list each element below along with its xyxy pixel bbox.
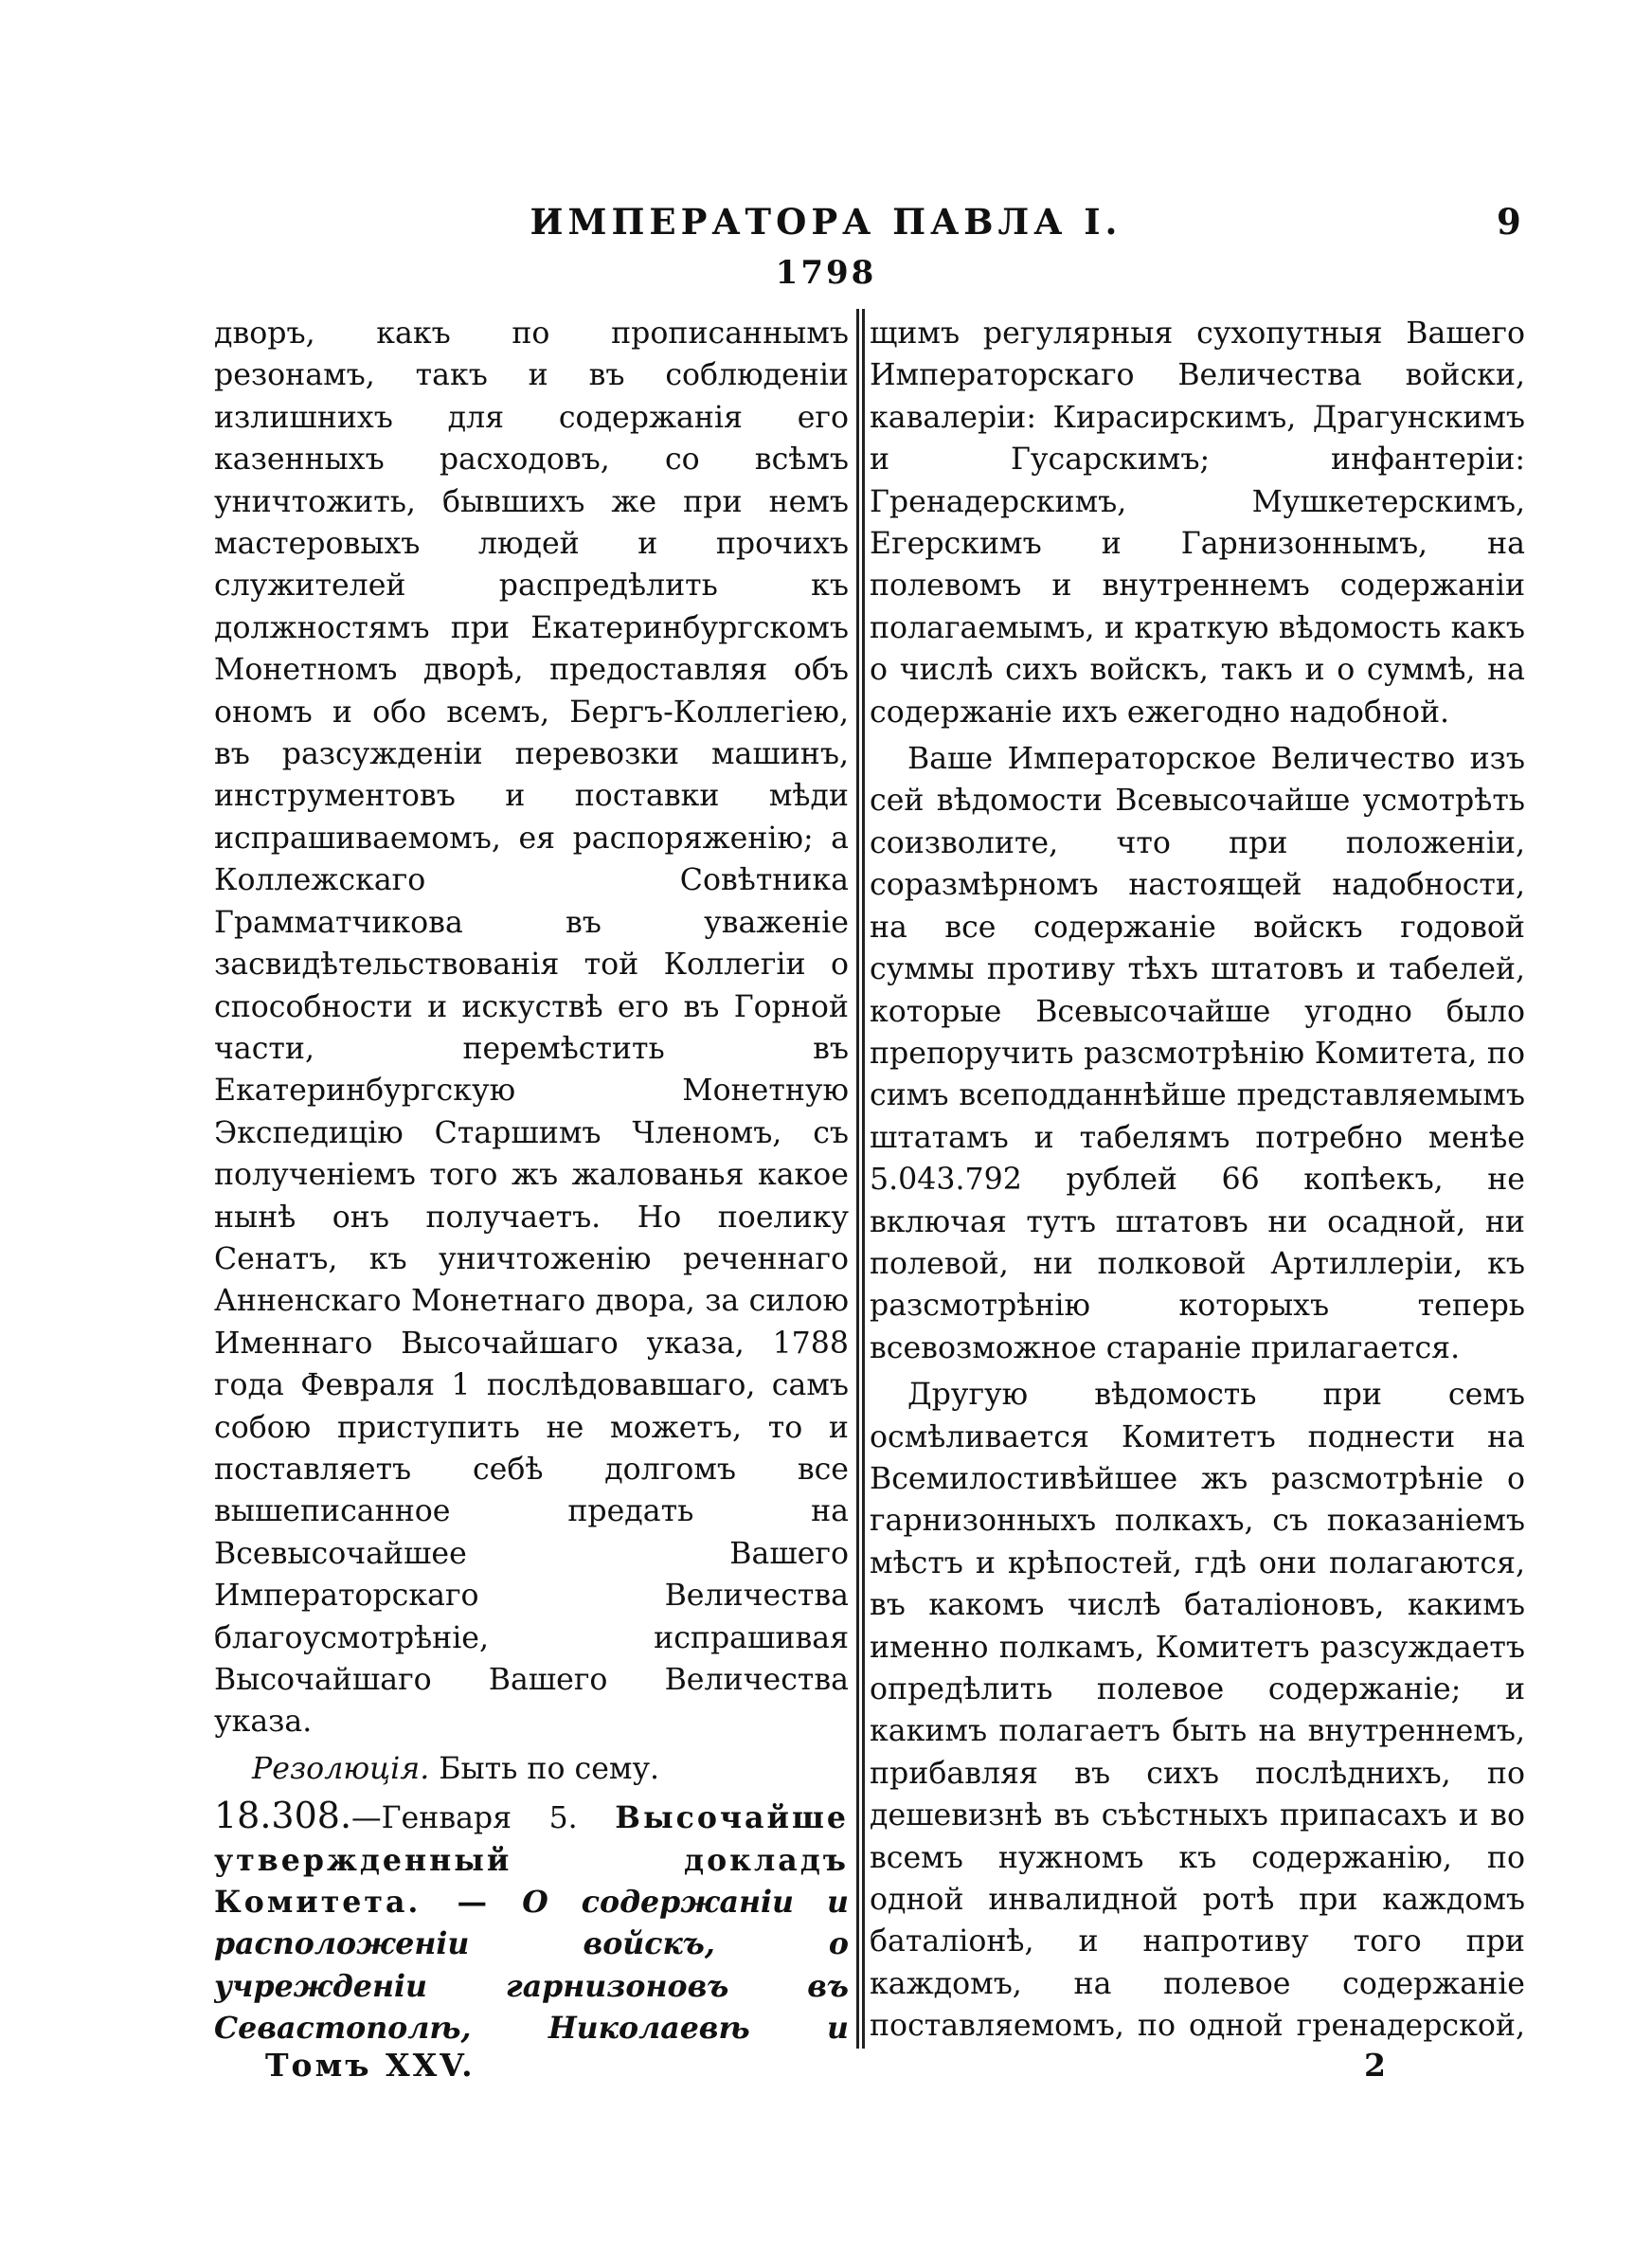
document-number: 18.308. <box>214 1795 352 1837</box>
year-heading: 1798 <box>775 254 877 292</box>
resolution <box>214 1748 849 1790</box>
right-paragraph: щимъ регулярныя сухопутныя Вашего Императорскаго Величества войски, кавалеріи: Кирасирскимъ, Драгунскимъ и Гусарскимъ; инфантеріи: Гренадерскимъ, Мушкетерскимъ, Егерскимъ и Гарнизоннымъ, на полевомъ и внутреннемъ содержаніи полагаемымъ, и краткую вѣдомость какъ о числѣ сихъ войскъ, такъ и о суммѣ, на содержаніе ихъ ежегодно надобной. <box>870 316 1525 730</box>
document-heading: Высочайше утвержденный докладъ Комитета. — <box>214 1800 849 1921</box>
left-paragraph: дворъ, какъ по прописаннымъ резонамъ, такъ и въ соблюденіи излишнихъ для содержанія его казенныхъ расходовъ, со всѣмъ уничтожить, бывшихъ же при немъ мастеровыхъ людей и прочихъ служителей распредѣлить къ должностямъ при Екатеринбургскомъ Монетномъ дворѣ, предоставляя объ ономъ и обо всемъ, Бергъ-Коллегіею, въ разсужденіи перевозки машинъ, инструментовъ и поставки мѣди испрашиваемомъ, ея распоряженію; а Коллежскаго Совѣтника Грамматчикова въ уваженіе засвидѣтельствованія той Коллегіи о способности и искуствѣ его въ Горной части, перемѣстить въ Екатеринбургскую Монетную Экспедицію Старшимъ Членомъ, съ полученіемъ того жъ жалованья какое нынѣ онъ получаетъ. Но поелику Сенатъ, къ уничтоженію реченнаго Анненскаго Монетнаго двора, за силою Именнаго Высочайшаго указа, 1788 года Февраля 1 послѣдовавшаго, самъ собою приступить не можетъ, то и поставляетъ себѣ долгомъ все вышеписанное предать на Всевысочайшее Вашего Императорскаго Величества благоусмотрѣніе, испрашивая Высочайшаго Вашего Величества указа. <box>214 316 849 1740</box>
resolution-label: Резолюція. <box>252 1751 430 1786</box>
page-number: 9 <box>1497 201 1521 243</box>
signature-mark: 2 <box>1364 2047 1386 2084</box>
document-date: —Генваря 5. <box>351 1801 578 1836</box>
running-title: ИМПЕРАТОРА ПАВЛА I. <box>530 201 1122 243</box>
column-divider <box>862 309 865 2049</box>
left-column <box>214 313 849 2047</box>
resolution-text: Быть по сему. <box>439 1751 660 1786</box>
right-paragraph: Ваше Императорское Величество изъ сей вѣдомости Всевысочайше усмотрѣть соизволите, что при положеніи, соразмѣрномъ настоящей надобности, на все содержаніе войскъ годовой суммы противу тѣхъ штатовъ и табелей, которые Всевысочайше угодно было препоручить разсмотрѣнію Комитета, по симъ всеподданнѣйше представляемымъ штатамъ и табелямъ потребно менѣе 5.043.792 рублей 66 копѣекъ, не включая тутъ штатовъ ни осадной, ни полевой, ни полковой Артиллеріи, къ разсмотрѣнію которыхъ теперь всевозможное стараніе прилагается. <box>870 742 1525 1365</box>
document-entry <box>214 1795 849 2047</box>
right-column <box>870 313 1525 2047</box>
volume-label: Томъ XXV. <box>265 2047 476 2084</box>
document-title: О содержаніи и расположеніи войскъ, о учрежденіи гарнизоновъ въ Севастополѣ, Николаевѣ и <box>214 1885 849 2047</box>
right-paragraph: Другую вѣдомость при семъ осмѣливается Комитетъ поднести на Всемилостивѣйшее жъ разсмотрѣніе о гарнизонныхъ полкахъ, съ показаніемъ мѣстъ и крѣпостей, гдѣ они полагаются, въ какомъ числѣ баталіоновъ, какимъ именно полкамъ, Комитетъ разсуждаетъ опредѣлить полевое содержаніе; и какимъ полагаетъ быть на внутреннемъ, прибавляя въ сихъ послѣднихъ, по дешевизнѣ въ съѣстныхъ припасахъ и во всемъ нужномъ къ содержанію, по одной инвалидной ротѣ при каждомъ баталіонѣ, и напротиву того при каждомъ, на полевое содержаніе поставляемомъ, по одной гренадерской, <box>870 1378 1525 2044</box>
column-divider <box>856 309 859 2049</box>
